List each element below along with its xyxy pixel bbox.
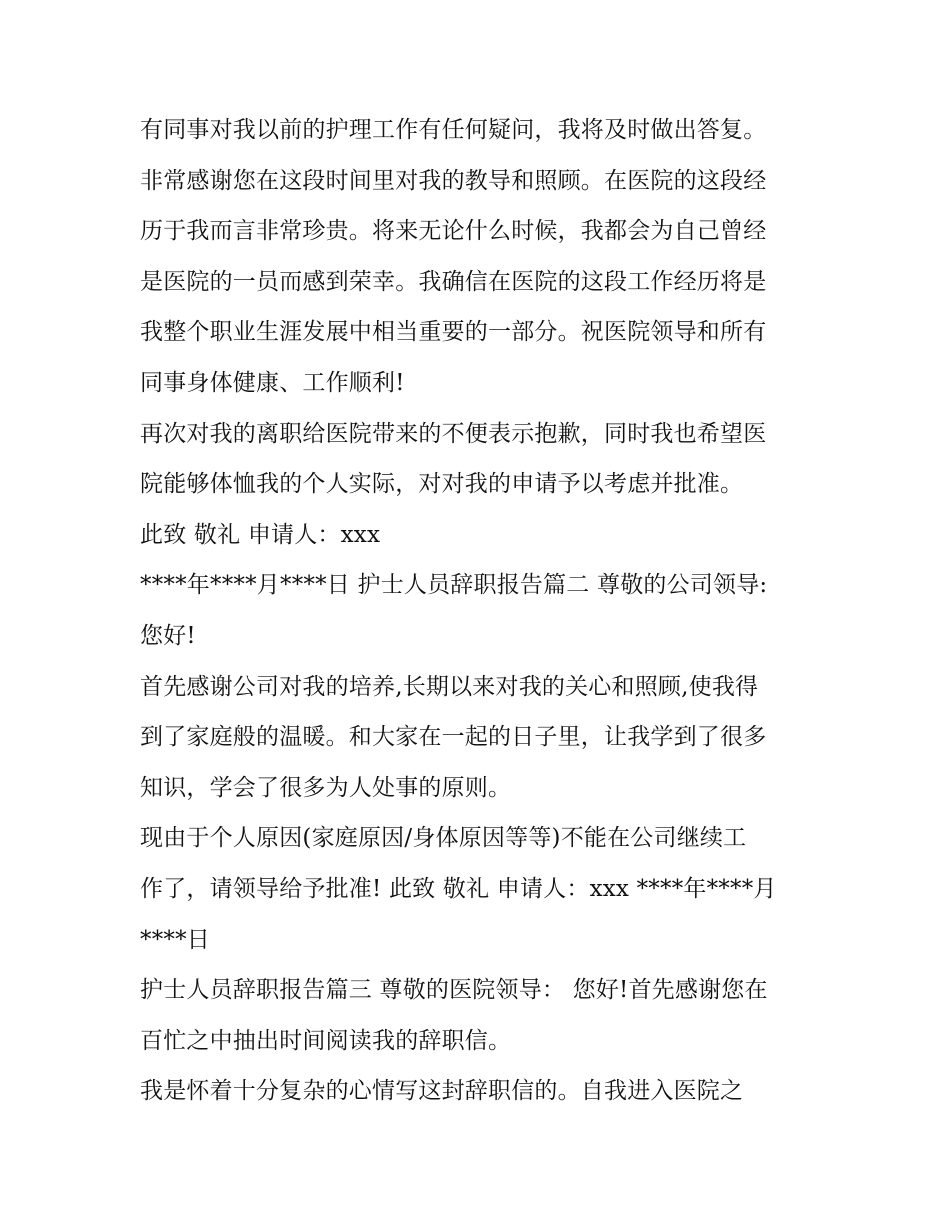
text-line: 院能够体恤我的个人实际，对对我的申请予以考虑并批准。 (140, 471, 744, 498)
text-line: 是医院的一员而感到荣幸。我确信在医院的这段工作经历将是 (140, 268, 767, 295)
text-line: 知识，学会了很多为人处事的原则。 (140, 774, 512, 801)
text-line: 首先感谢公司对我的培养,长期以来对我的关心和照顾,使我得 (140, 673, 759, 700)
text-line: 有同事对我以前的护理工作有任何疑问，我将及时做出答复。 (140, 117, 767, 143)
text-line: 到了家庭般的温暖。和大家在一起的日子里，让我学到了很多 (140, 724, 767, 751)
text-line: ****日 (140, 926, 210, 953)
text-line: 此致 敬礼 申请人：xxx (140, 521, 381, 548)
text-line: 作了，请领导给予批准! 此致 敬礼 申请人：xxx ****年****月 (140, 875, 777, 902)
text-line: ****年****月****日 护士人员辞职报告篇二 尊敬的公司领导: (140, 572, 768, 599)
text-line: 再次对我的离职给医院带来的不便表示抱歉，同时我也希望医 (140, 420, 767, 447)
text-line: 护士人员辞职报告篇三 尊敬的医院领导： 您好!首先感谢您在 (140, 977, 768, 1004)
text-line: 我是怀着十分复杂的心情写这封辞职信的。自我进入医院之 (140, 1078, 744, 1105)
text-line: 您好! (140, 622, 196, 649)
document-body (140, 105, 830, 1117)
text-line: 同事身体健康、工作顺利! (140, 369, 405, 396)
text-line: 历于我而言非常珍贵。将来无论什么时候，我都会为自己曾经 (140, 218, 767, 245)
text-line: 百忙之中抽出时间阅读我的辞职信。 (140, 1027, 512, 1054)
text-line: 现由于个人原因(家庭原因/身体原因等等)不能在公司继续工 (140, 825, 747, 852)
text-line: 我整个职业生涯发展中相当重要的一部分。祝医院领导和所有 (140, 319, 767, 346)
text-line: 非常感谢您在这段时间里对我的教导和照顾。在医院的这段经 (140, 167, 767, 194)
